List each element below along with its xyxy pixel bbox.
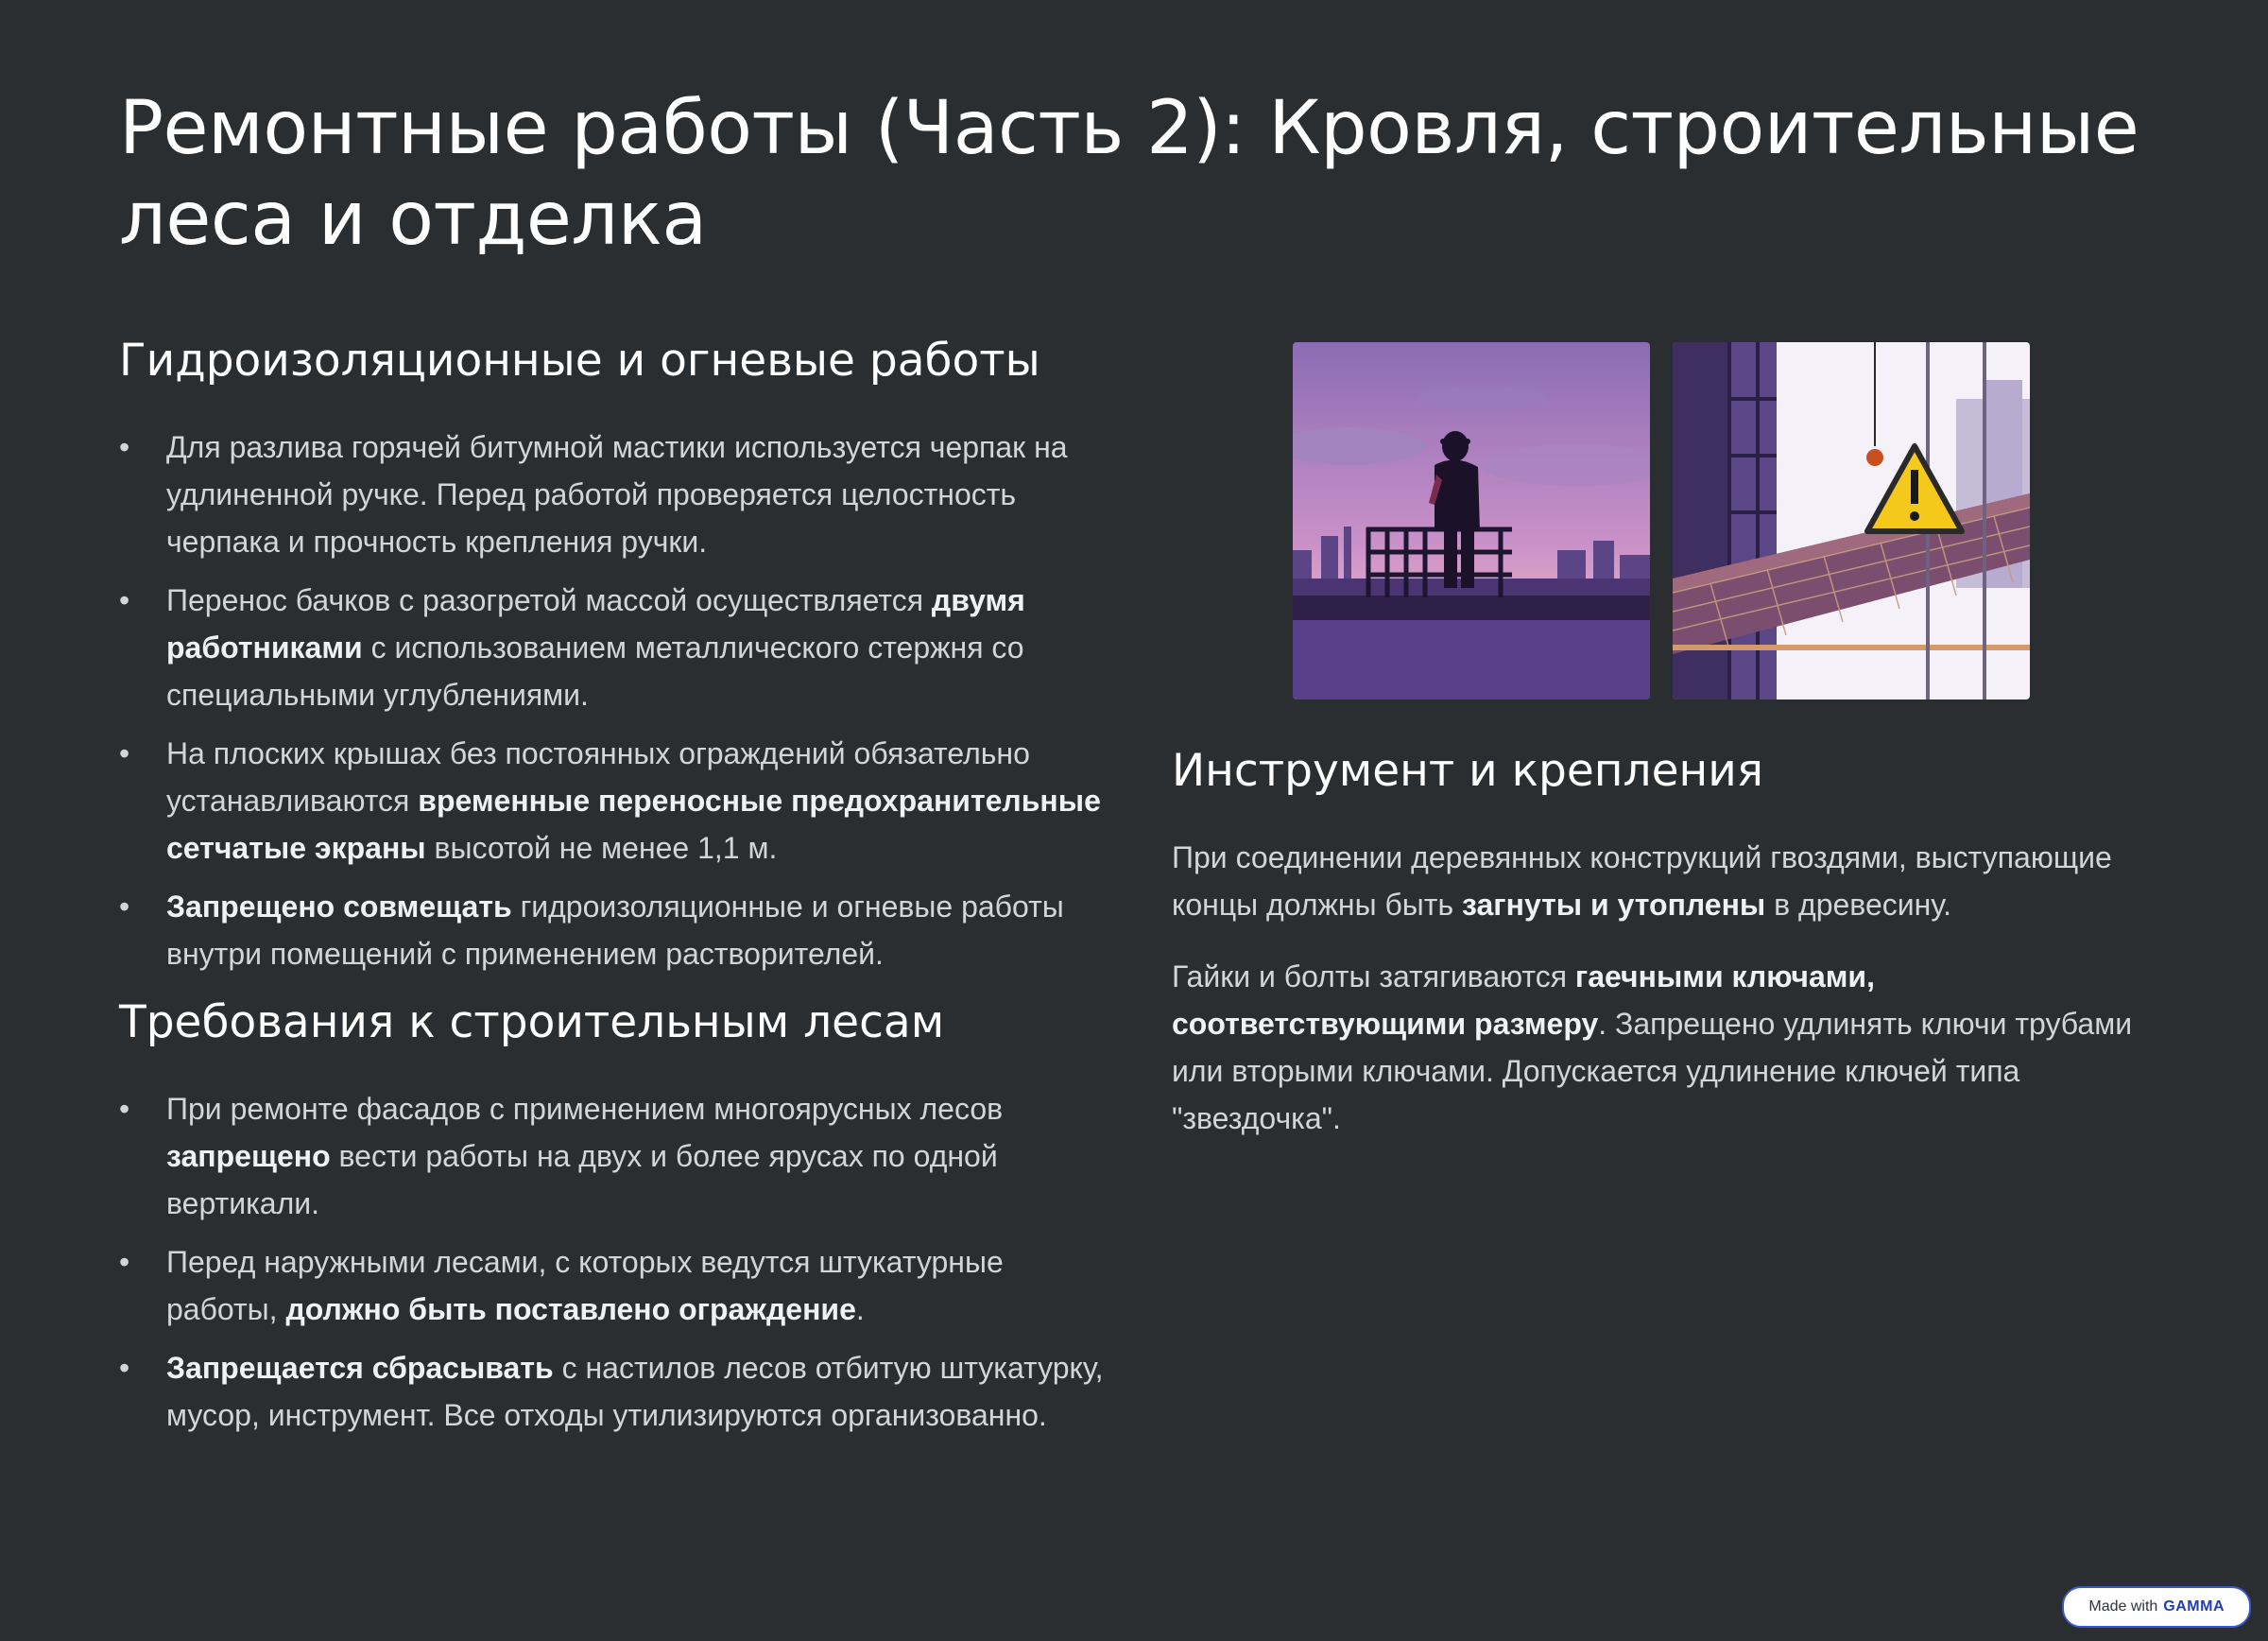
emphasis-text: загнуты и утоплены bbox=[1462, 888, 1766, 922]
text-run: Перенос бачков с разогретой массой осуществляется bbox=[166, 583, 932, 617]
text-run: . Запрещено удлинять ключи трубами или вторыми ключами. Допускается удлинение ключей типа "звездочка". bbox=[1172, 1007, 2133, 1135]
bullet-icon: • bbox=[119, 890, 130, 924]
bullet-icon: • bbox=[119, 583, 130, 617]
section-waterproofing bbox=[119, 333, 1111, 977]
bullet-list bbox=[119, 1085, 1111, 1439]
emphasis-text: должно быть поставлено ограждение bbox=[285, 1292, 856, 1326]
emphasis-text: двумя работниками bbox=[166, 583, 1025, 665]
text-run: вести работы на двух и более ярусах по одной вертикали. bbox=[166, 1139, 998, 1220]
list-item bbox=[119, 423, 1111, 565]
text-run: При ремонте фасадов с применением многоярусных лесов bbox=[166, 1092, 1004, 1126]
text-run: в древесину. bbox=[1765, 888, 1951, 922]
text-run: На плоских крышах без постоянных ограждений обязательно устанавливаются bbox=[166, 736, 1030, 818]
text-run: Для разлива горячей битумной мастики используется черпак на удлиненной ручке. Перед работой проверяется целостность черпака и прочность крепления ручки. bbox=[166, 430, 1068, 559]
section-heading-tools: Инструмент и крепления bbox=[1172, 745, 1764, 797]
section-heading-scaffolding: Требования к строительным лесам bbox=[119, 996, 945, 1048]
emphasis-text: Запрещается сбрасывать bbox=[166, 1351, 554, 1385]
text-run: Перед наружными лесами, с которых ведутся штукатурные работы, bbox=[166, 1245, 1004, 1326]
bullet-list bbox=[119, 423, 1111, 977]
list-item bbox=[119, 1238, 1111, 1333]
emphasis-text: Запрещено совмещать bbox=[166, 890, 512, 924]
list-item bbox=[119, 883, 1111, 977]
text-run: . bbox=[855, 1292, 865, 1326]
image-gallery bbox=[1293, 333, 2155, 692]
text-run: При соединении деревянных конструкций гвоздями, выступающие концы должны быть bbox=[1172, 840, 2112, 922]
list-item bbox=[119, 1085, 1111, 1227]
emphasis-text: запрещено bbox=[166, 1139, 331, 1173]
emphasis-text: временные переносные предохранительные сетчатые экраны bbox=[166, 784, 1101, 865]
list-item bbox=[119, 577, 1111, 718]
page-title: Ремонтные работы (Часть 2): Кровля, строительные леса и отделка bbox=[119, 86, 2139, 262]
bullet-icon: • bbox=[119, 1351, 130, 1385]
emphasis-text: гаечными ключами, соответствующими размеру bbox=[1172, 959, 1875, 1041]
text-run: Гайки и болты затягиваются bbox=[1172, 959, 1575, 993]
paragraph bbox=[1172, 834, 2155, 928]
scaffolding-warning-image bbox=[1673, 342, 2030, 700]
left-column bbox=[119, 333, 1111, 1450]
section-tools bbox=[1172, 743, 2155, 1142]
list-item bbox=[119, 730, 1111, 872]
text-run: с настилов лесов отбитую штукатурку, мусор, инструмент. Все отходы утилизируются организованно. bbox=[166, 1351, 1104, 1432]
gamma-logo: GAMMA bbox=[2163, 1598, 2225, 1615]
bullet-icon: • bbox=[119, 1245, 130, 1279]
paragraph bbox=[1172, 953, 2155, 1142]
right-column bbox=[1172, 333, 2155, 1142]
text-run: с использованием металлического стержня со специальными углублениями. bbox=[166, 630, 1024, 712]
badge-prefix: Made with bbox=[2088, 1598, 2158, 1615]
section-scaffolding bbox=[119, 994, 1111, 1439]
text-run: высотой не менее 1,1 м. bbox=[425, 831, 778, 865]
list-item bbox=[119, 1344, 1111, 1439]
made-with-gamma-badge[interactable] bbox=[2062, 1586, 2251, 1628]
bullet-icon: • bbox=[119, 430, 130, 464]
text-run: гидроизоляционные и огневые работы внутри помещений с применением растворителей. bbox=[166, 890, 1064, 971]
rooftop-worker-image bbox=[1293, 342, 1650, 700]
section-heading-waterproofing: Гидроизоляционные и огневые работы bbox=[119, 335, 1040, 387]
bullet-icon: • bbox=[119, 1092, 130, 1126]
bullet-icon: • bbox=[119, 736, 130, 770]
